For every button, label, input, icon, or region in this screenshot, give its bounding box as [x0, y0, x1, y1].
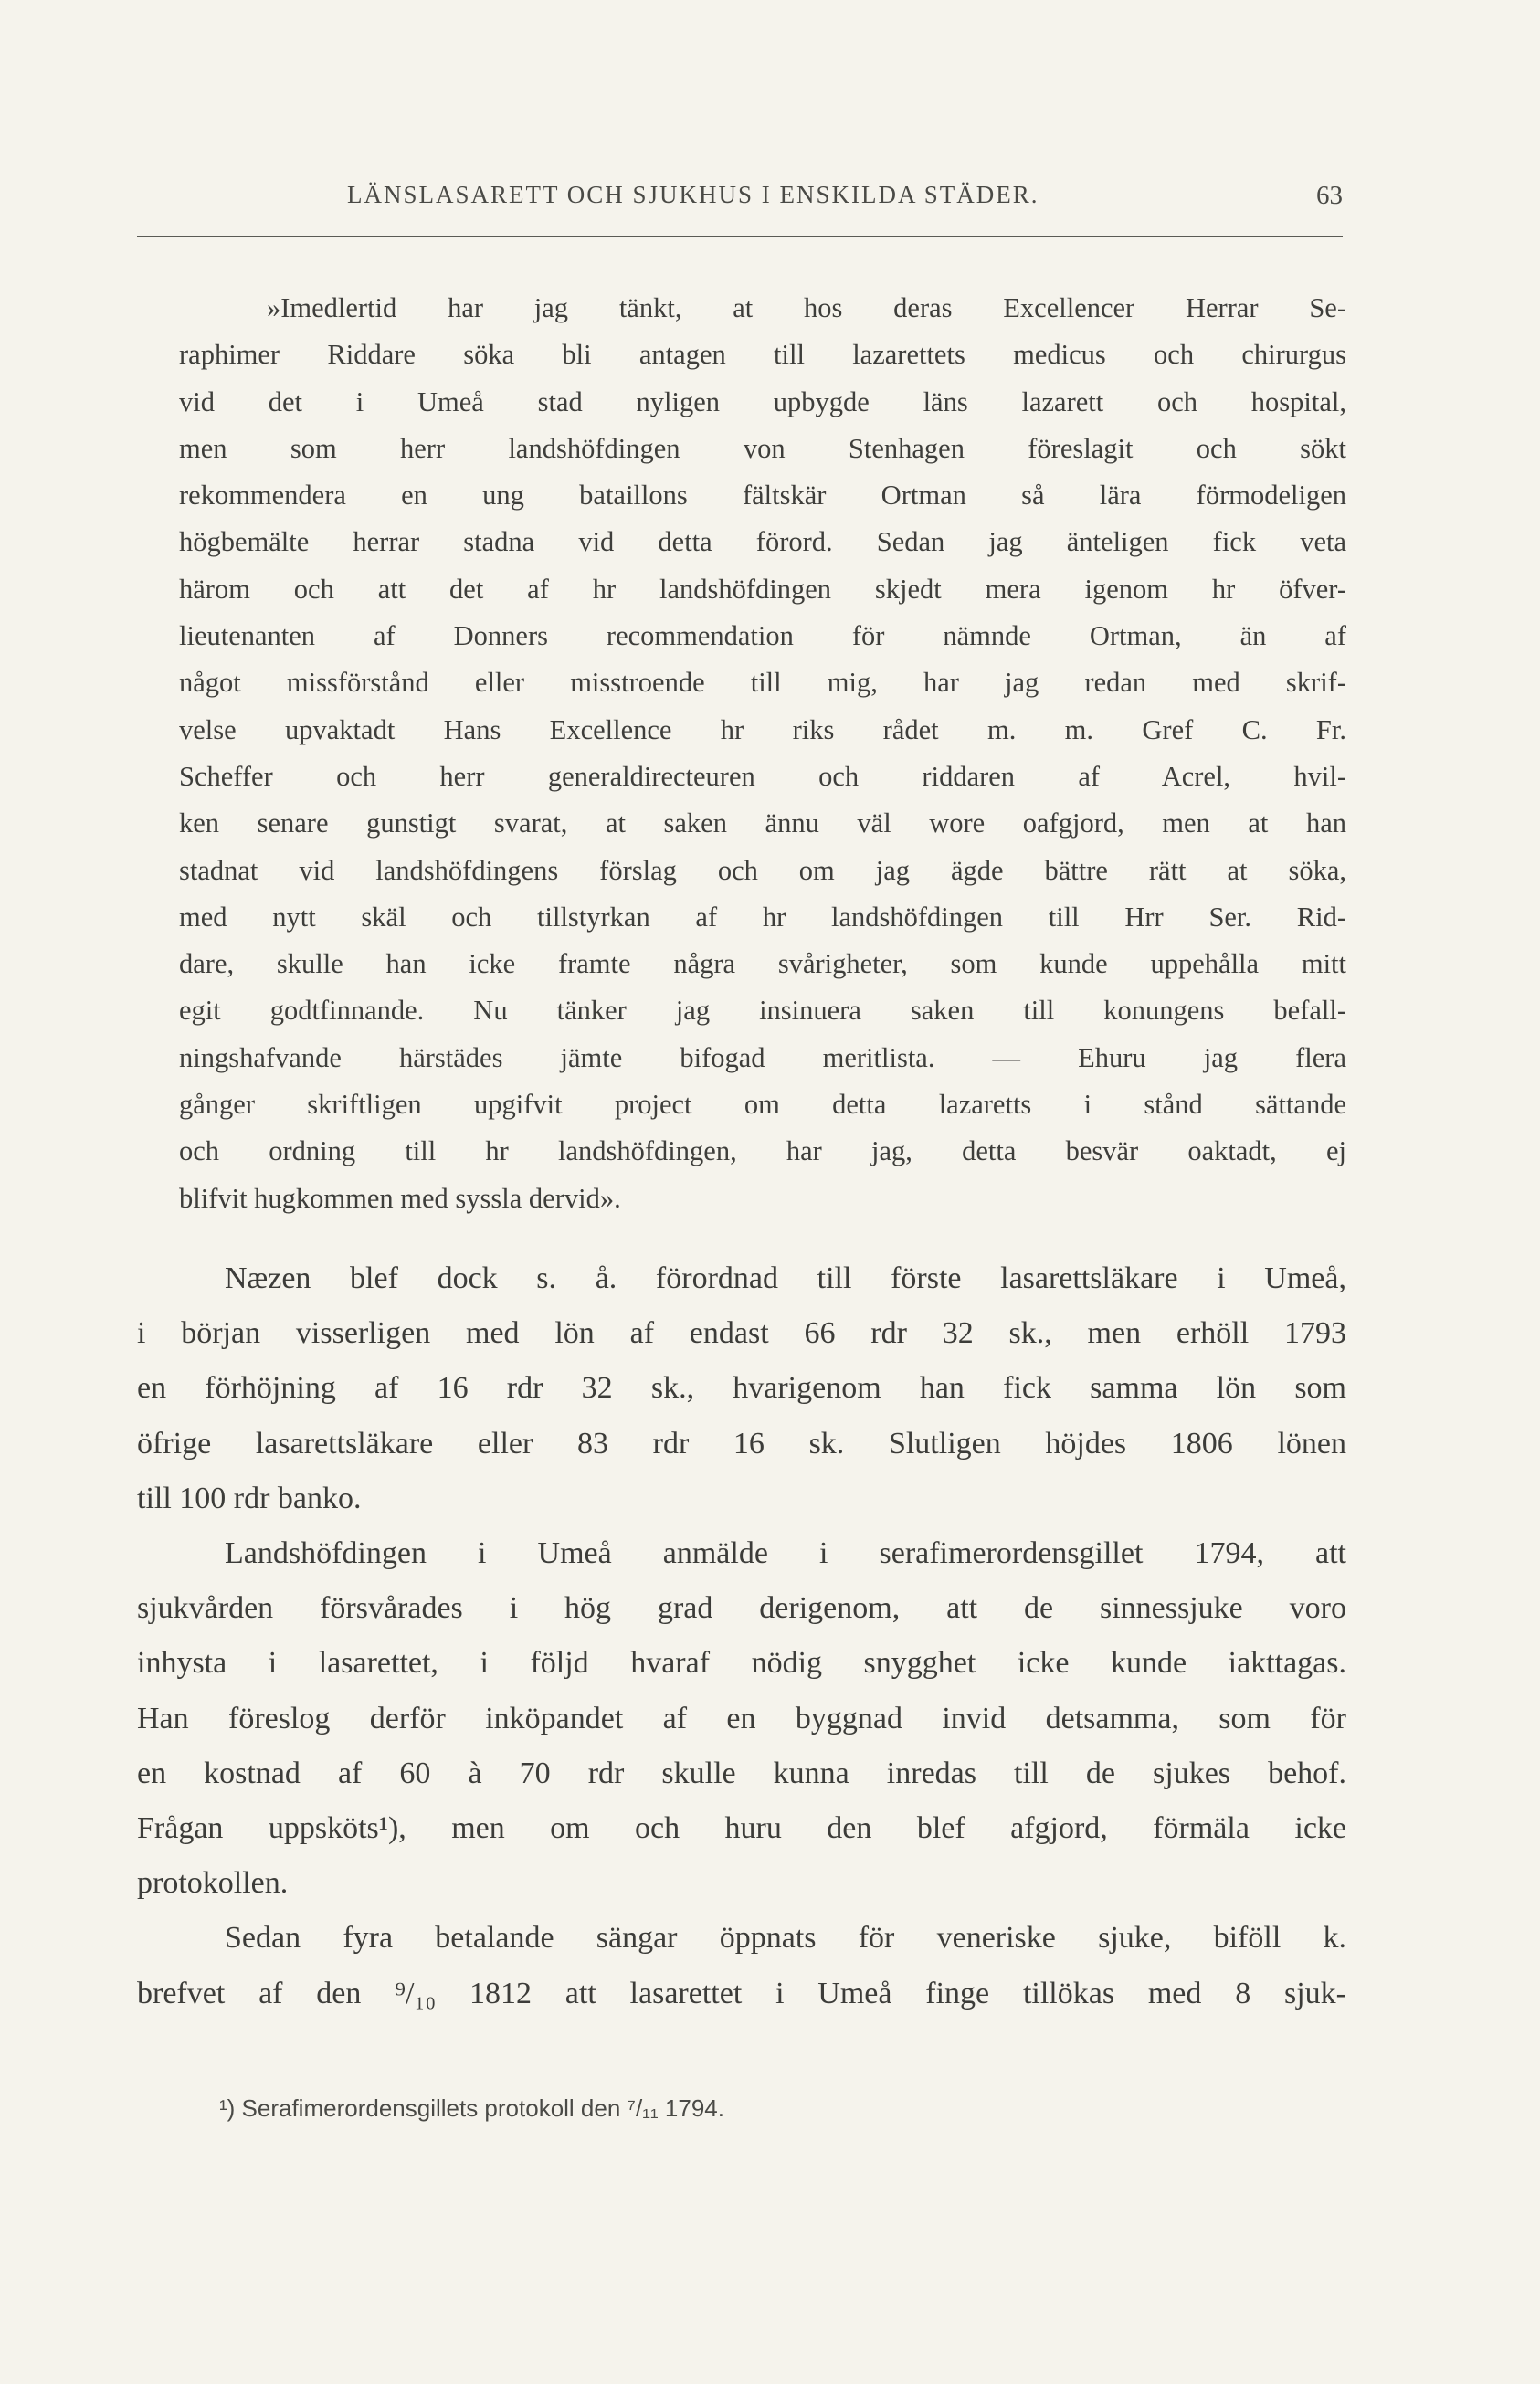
text-line: Sedan fyra betalande sängar öppnats för veneriske sjuke, biföll k.	[225, 1921, 1346, 1956]
page-number: 63	[1316, 181, 1343, 210]
text-line: Næzen blef dock s. å. förordnad till förste lasarettsläkare i Umeå,	[225, 1261, 1346, 1295]
text-line: i början visserligen med lön af endast 66 rdr 32 sk., men erhöll 1793	[137, 1316, 1346, 1351]
text-line: till 100 rdr banko.	[137, 1481, 362, 1515]
text-line: blifvit hugkommen med syssla dervid».	[179, 1182, 621, 1214]
text-line: Scheffer och herr generaldirecteuren och riddaren af Acrel, hvil-	[179, 760, 1346, 792]
text-line: högbemälte herrar stadna vid detta förord. Sedan jag änteligen fick veta	[179, 526, 1346, 558]
text-line: sjukvården försvårades i hög grad derigenom, att de sinnessjuke voro	[137, 1591, 1346, 1626]
text-line: Frågan uppsköts¹), men om och huru den blef afgjord, förmäla icke	[137, 1811, 1346, 1846]
text-line: lieutenanten af Donners recommendation för nämnde Ortman, än af	[179, 620, 1346, 652]
paragraph	[137, 1251, 1346, 1526]
text-line: Landshöfdingen i Umeå anmälde i serafimerordensgillet 1794, att	[225, 1536, 1346, 1571]
text-line: brefvet af den ⁹/₁₀ 1812 att lasarettet i Umeå finge tillökas med 8 sjuk-	[137, 1976, 1346, 2010]
text-line: ningshafvande härstädes jämte bifogad meritlista. — Ehuru jag flera	[179, 1041, 1346, 1073]
text-line: med nytt skäl och tillstyrkan af hr landshöfdingen till Hrr Ser. Rid-	[179, 901, 1346, 933]
text-line: men som herr landshöfdingen von Stenhagen föreslagit och sökt	[179, 432, 1346, 464]
body-text	[137, 1251, 1346, 2021]
footnote: ¹) Serafimerordensgillets protokoll den ⁷/₁₁ 1794.	[219, 2094, 724, 2122]
text-line: velse upvaktadt Hans Excellence hr riks rådet m. m. Gref C. Fr.	[179, 713, 1346, 745]
running-head	[137, 181, 1343, 225]
text-line: inhysta i lasarettet, i följd hvaraf nödig snygghet icke kunde iakttagas.	[137, 1646, 1346, 1681]
text-line: en förhöjning af 16 rdr 32 sk., hvarigenom han fick samma lön som	[137, 1371, 1346, 1406]
text-line: vid det i Umeå stad nyligen upbygde läns lazarett och hospital,	[179, 385, 1346, 417]
header-rule	[137, 236, 1343, 237]
text-line: protokollen.	[137, 1866, 289, 1901]
text-line: Han föreslog derför inköpandet af en byggnad invid detsamma, som för	[137, 1701, 1346, 1735]
text-line: en kostnad af 60 à 70 rdr skulle kunna inredas till de sjukes behof.	[137, 1756, 1346, 1790]
text-line: gånger skriftligen upgifvit project om detta lazaretts i stånd sättande	[179, 1089, 1346, 1121]
text-line: egit godtfinnande. Nu tänker jag insinuera saken till konungens befall-	[179, 995, 1346, 1027]
text-line: »Imedlertid har jag tänkt, at hos deras Excellencer Herrar Se-	[267, 292, 1346, 323]
text-line: stadnat vid landshöfdingens förslag och om jag ägde bättre rätt at söka,	[179, 854, 1346, 886]
text-line: härom och att det af hr landshöfdingen skjedt mera igenom hr öfver-	[179, 573, 1346, 605]
running-title: LÄNSLASARETT OCH SJUKHUS I ENSKILDA STÄDER.	[347, 181, 1039, 208]
paragraph	[137, 1526, 1346, 1911]
text-line: ken senare gunstigt svarat, at saken ännu väl wore oafgjord, men at han	[179, 807, 1346, 839]
paragraph	[137, 1911, 1346, 2020]
text-line: öfrige lasarettsläkare eller 83 rdr 16 sk. Slutligen höjdes 1806 lönen	[137, 1426, 1346, 1461]
text-line: rekommendera en ung bataillons fältskär Ortman så lära förmodeligen	[179, 480, 1346, 512]
text-line: och ordning till hr landshöfdingen, har jag, detta besvär oaktadt, ej	[179, 1135, 1346, 1167]
quoted-letter	[179, 285, 1346, 1222]
text-line: dare, skulle han icke framte några svårigheter, som kunde uppehålla mitt	[179, 948, 1346, 980]
text-line: något missförstånd eller misstroende till mig, har jag redan med skrif-	[179, 667, 1346, 699]
text-line: raphimer Riddare söka bli antagen till lazarettets medicus och chirurgus	[179, 339, 1346, 371]
